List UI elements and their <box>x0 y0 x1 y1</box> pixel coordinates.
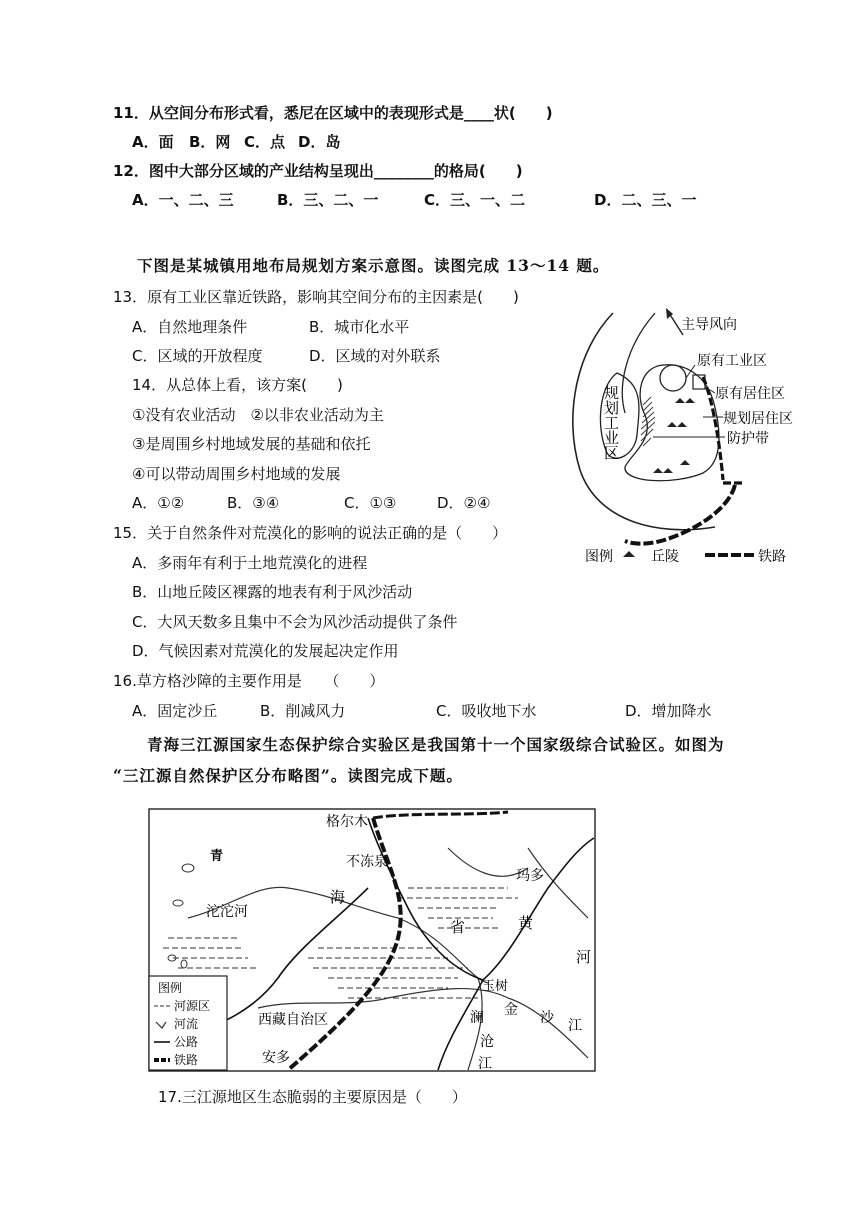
label-jin: 金 <box>504 1002 518 1018</box>
q13-option-a: A．自然地理条件 <box>132 318 248 336</box>
q16-option-a: A．固定沙丘 <box>132 702 218 720</box>
label-qing: 青 <box>210 849 224 864</box>
q13-option-b: B．城市化水平 <box>309 318 410 336</box>
q14-option-d: D．②④ <box>437 494 491 512</box>
q15-stem: 15．关于自然条件对荒漠化的影响的说法正确的是（ ） <box>113 524 508 542</box>
label-yushu: 玉树 <box>482 979 509 994</box>
q15-option-b: B．山地丘陵区裸露的地表有利于风沙活动 <box>132 583 413 601</box>
map-legend-road: 公路 <box>174 1035 199 1049</box>
map-legend-title: 图例 <box>158 981 183 995</box>
old-industry-circle <box>660 365 686 391</box>
q11-option-b: B．网 <box>189 133 231 151</box>
section-intro-13-14: 下图是某城镇用地布局规划方案示意图。读图完成 13～14 题。 <box>137 256 610 275</box>
label-jiang: 江 <box>568 1018 582 1034</box>
q12-option-c: C．三、一、二 <box>424 191 526 209</box>
q16-stem: 16.草方格沙障的主要作用是 （ ） <box>113 672 385 690</box>
label-anduo: 安多 <box>262 1050 290 1066</box>
q12-stem: 12．图中大部分区域的产业结构呈现出________的格局( ) <box>113 162 523 180</box>
map-legend-river: 河流 <box>174 1017 199 1031</box>
map-legend-rail: 铁路 <box>174 1053 199 1067</box>
q12-option-a: A．一、二、三 <box>132 191 234 209</box>
legend-rail: 铁路 <box>758 549 786 565</box>
label-wind: 主导风向 <box>681 317 737 333</box>
label-planned-industry: 规划工业区 <box>602 385 620 460</box>
label-cang: 沧 <box>480 1034 494 1050</box>
label-golmud: 格尔木 <box>326 814 368 830</box>
q14-option-a: A．①② <box>132 494 185 512</box>
q16-option-d: D．增加降水 <box>625 702 712 720</box>
q13-option-d: D．区域的对外联系 <box>309 347 441 365</box>
q11-option-c: C．点 <box>244 133 286 151</box>
label-planned-residential: 规划居住区 <box>723 411 793 427</box>
label-huang: 黄 <box>518 914 534 932</box>
section-intro-17-line1: 青海三江源国家生态保护综合实验区是我国第十一个国家级综合试验区。如图为 <box>147 735 725 754</box>
label-lan: 澜 <box>470 1010 484 1026</box>
q14-statement-3: ④可以带动周围乡村地域的发展 <box>132 465 341 483</box>
label-old-industry: 原有工业区 <box>697 353 767 369</box>
q13-option-c: C．区域的开放程度 <box>132 347 263 365</box>
label-hai: 海 <box>330 888 346 906</box>
q13-stem: 13．原有工业区靠近铁路，影响其空间分布的主因素是( ) <box>113 288 519 306</box>
q14-stem: 14．从总体上看，该方案( ) <box>132 376 343 394</box>
section-intro-17-line2: “三江源自然保护区分布略图”。读图完成下题。 <box>113 766 463 785</box>
q16-option-c: C．吸收地下水 <box>436 702 537 720</box>
q15-option-d: D．气候因素对荒漠化的发展起决定作用 <box>132 642 399 660</box>
q12-option-b: B．三、二、一 <box>277 191 379 209</box>
legend-hill-icon <box>623 551 635 557</box>
label-tibet: 西藏自治区 <box>258 1012 328 1028</box>
label-old-residential: 原有居住区 <box>715 386 785 402</box>
q11-option-d: D．岛 <box>298 133 341 151</box>
protective-belt-hatch <box>641 397 655 446</box>
q14-option-c: C．①③ <box>344 494 397 512</box>
q15-option-c: C．大风天数多且集中不会为风沙活动提供了条件 <box>132 613 458 631</box>
q14-statement-2: ③是周围乡村地域发展的基础和依托 <box>132 435 371 453</box>
label-jiang-2: 江 <box>478 1056 492 1072</box>
label-budongquan: 不冻泉 <box>346 854 388 870</box>
legend-hill: 丘陵 <box>651 549 679 565</box>
label-tuotuo: 沱沱河 <box>206 904 248 920</box>
label-protective-belt: 防护带 <box>727 431 769 447</box>
q12-option-d: D．二、三、一 <box>594 191 697 209</box>
q11-option-a: A．面 <box>132 133 174 151</box>
railway-main <box>625 485 735 544</box>
q14-statement-1: ①没有农业活动 ②以非农业活动为主 <box>132 406 384 424</box>
q17-stem: 17.三江源地区生态脆弱的主要原因是（ ） <box>158 1088 467 1106</box>
q15-option-a: A．多雨年有利于土地荒漠化的进程 <box>132 554 368 572</box>
legend-title: 图例 <box>585 549 613 565</box>
q16-option-b: B．削减风力 <box>260 702 346 720</box>
label-sha: 沙 <box>540 1010 554 1026</box>
q11-stem: 11．从空间分布形式看，悉尼在区域中的表现形式是____状( ) <box>113 104 553 122</box>
q14-option-b: B．③④ <box>227 494 280 512</box>
label-sheng: 省 <box>450 918 466 936</box>
sanjiangyuan-map <box>148 808 596 1072</box>
label-he: 河 <box>576 948 592 966</box>
map-legend-source: 河源区 <box>174 999 211 1013</box>
town-planning-map <box>555 305 820 575</box>
hill-symbols <box>653 398 695 473</box>
label-maduo: 玛多 <box>516 868 544 884</box>
